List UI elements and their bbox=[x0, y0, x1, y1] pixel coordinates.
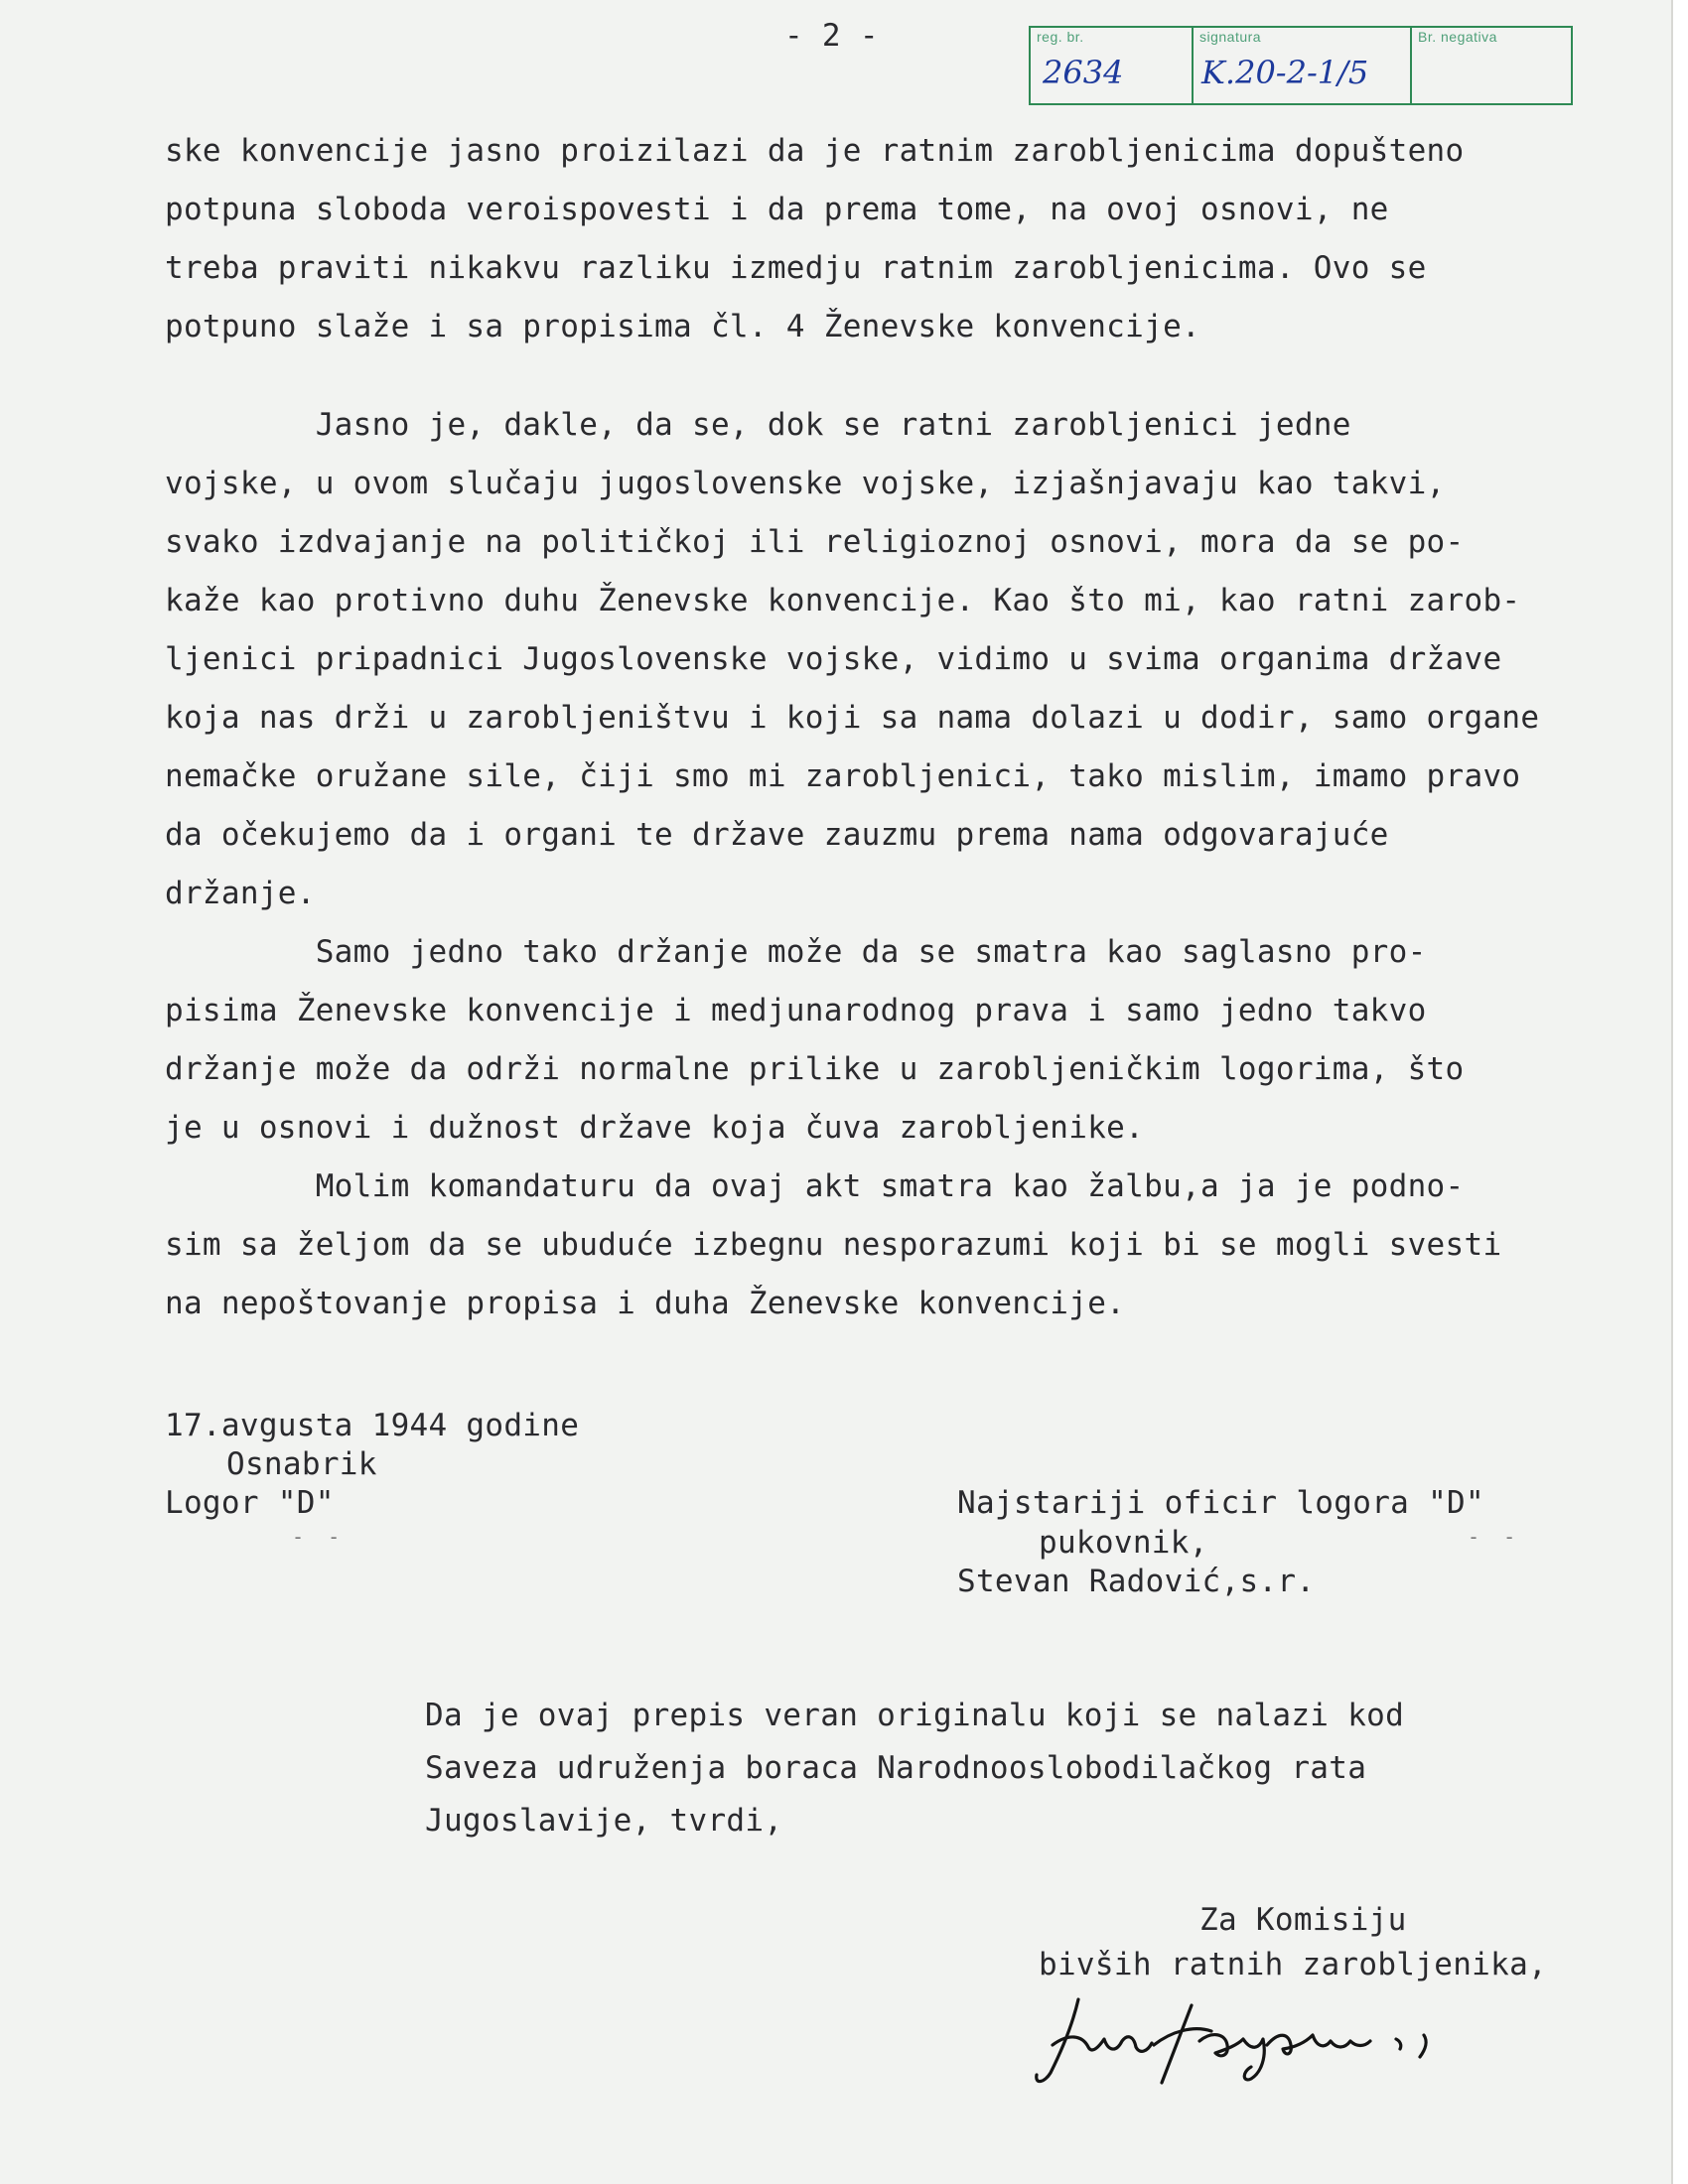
stamp-sig-label: signatura bbox=[1199, 29, 1262, 45]
stamp-cell-negative bbox=[1412, 28, 1571, 103]
body-line: je u osnovi i dužnost države koja čuva zarobljenike. bbox=[165, 1110, 1145, 1146]
commission-line-1: Za Komisiju bbox=[1199, 1902, 1407, 1938]
body-line: Molim komandaturu da ovaj akt smatra kao žalbu,a ja je podno- bbox=[165, 1168, 1465, 1204]
archive-stamp bbox=[1029, 26, 1573, 105]
body-line: na nepoštovanje propisa i duha Ženevske konvencije. bbox=[165, 1286, 1126, 1321]
body-line: vojske, u ovom slučaju jugoslovenske vojske, izjašnjavaju kao takvi, bbox=[165, 466, 1446, 501]
officer-rank: pukovnik, bbox=[1039, 1525, 1208, 1561]
certification-line: Saveza udruženja boraca Narodnooslobodilačkog rata bbox=[425, 1750, 1367, 1786]
officer-title: Najstariji oficir logora "D" bbox=[957, 1485, 1484, 1521]
body-line: Jasno je, dakle, da se, dok se ratni zarobljenici jedne bbox=[165, 407, 1351, 443]
body-line: treba praviti nikakvu razliku izmedju ratnim zarobljenicima. Ovo se bbox=[165, 250, 1427, 286]
body-line: koja nas drži u zarobljeništvu i koji sa nama dolazi u dodir, samo organe bbox=[165, 700, 1540, 736]
body-line: pisima Ženevske konvencije i medjunarodnog prava i samo jedno takvo bbox=[165, 993, 1427, 1028]
stamp-reg-value: 2634 bbox=[1043, 54, 1124, 91]
body-line: kaže kao protivno duhu Ženevske konvencije. Kao što mi, kao ratni zarob- bbox=[165, 583, 1521, 618]
stamp-cell-signature bbox=[1194, 28, 1412, 103]
typed-mark-right: - - bbox=[1468, 1525, 1522, 1549]
typed-mark-left: - - bbox=[292, 1525, 347, 1549]
officer-name: Stevan Radović,s.r. bbox=[957, 1564, 1316, 1599]
stamp-cell-registry bbox=[1031, 28, 1194, 103]
body-line: ljenici pripadnici Jugoslovenske vojske, vidimo u svima organima države bbox=[165, 641, 1502, 677]
body-line: Samo jedno tako držanje može da se smatra kao saglasno pro- bbox=[165, 934, 1427, 970]
commission-line-2: bivših ratnih zarobljenika, bbox=[1039, 1947, 1548, 1982]
certification-line: Jugoslavije, tvrdi, bbox=[425, 1803, 783, 1839]
body-line: nemačke oružane sile, čiji smo mi zarobljenici, tako mislim, imamo pravo bbox=[165, 758, 1521, 794]
certification-line: Da je ovaj prepis veran originalu koji se nalazi kod bbox=[425, 1698, 1405, 1733]
stamp-sig-value: K.20-2-1/5 bbox=[1201, 54, 1369, 91]
body-line: ske konvencije jasno proizilazi da je ratnim zarobljenicima dopušteno bbox=[165, 133, 1465, 169]
letter-camp: Logor "D" bbox=[165, 1485, 335, 1521]
page-number: - 2 - bbox=[784, 18, 879, 54]
stamp-neg-label: Br. negativa bbox=[1418, 29, 1497, 45]
body-line: svako izdvajanje na političkoj ili religioznoj osnovi, mora da se po- bbox=[165, 524, 1465, 560]
stamp-reg-label: reg. br. bbox=[1037, 29, 1084, 45]
letter-date: 17.avgusta 1944 godine bbox=[165, 1408, 580, 1443]
body-line: potpuno slaže i sa propisima čl. 4 Ženevske konvencije. bbox=[165, 309, 1200, 344]
handwritten-signature bbox=[1023, 1976, 1499, 2095]
body-line: da očekujemo da i organi te države zauzmu prema nama odgovarajuće bbox=[165, 817, 1389, 853]
body-line: potpuna sloboda veroispovesti i da prema tome, na ovoj osnovi, ne bbox=[165, 192, 1389, 227]
body-line: sim sa željom da se ubuduće izbegnu nesporazumi koji bi se mogli svesti bbox=[165, 1227, 1502, 1263]
body-line: držanje. bbox=[165, 876, 316, 911]
body-line: držanje može da održi normalne prilike u zarobljeničkim logorima, što bbox=[165, 1051, 1465, 1087]
letter-place: Osnabrik bbox=[226, 1446, 377, 1482]
